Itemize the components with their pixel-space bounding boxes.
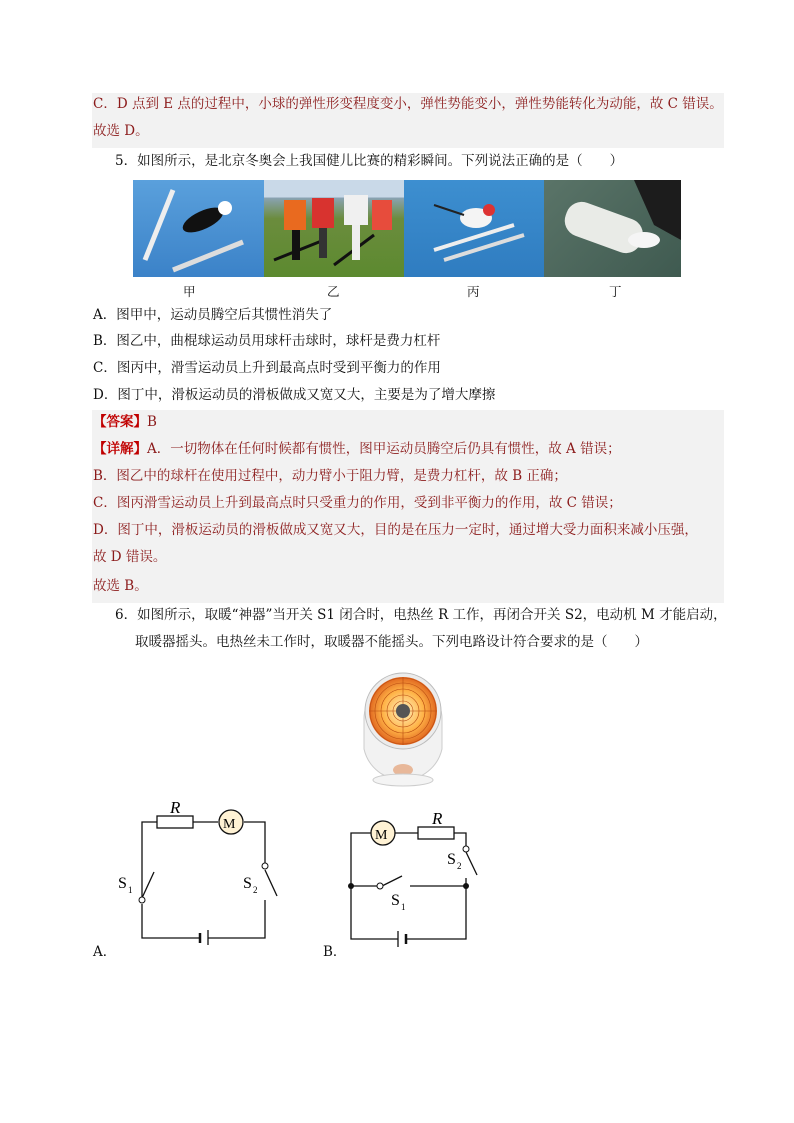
- circuit-a-label: A．: [93, 944, 117, 960]
- q6-stem-line1: 6．如图所示，取暖“神器”当开关 S1 闭合时，电热丝 R 工作，再闭合开关 S2，电动机 M 才能启动，: [115, 607, 727, 623]
- q5-option-b: B．图乙中，曲棍球运动员用球杆击球时，球杆是费力杠杆: [93, 333, 441, 349]
- circuit-b-S2: S: [447, 851, 456, 868]
- answer-value: B: [147, 414, 157, 430]
- answer-tag: 【答案】: [93, 414, 147, 430]
- caption-bing: 丙: [467, 284, 480, 299]
- photo-yi: [264, 180, 404, 277]
- q5-detail-line5: 故 D 错误。: [93, 549, 167, 565]
- detail-text-1: A．一切物体在任何时候都有惯性，图甲运动员腾空后仍具有惯性，故 A 错误；: [147, 441, 621, 457]
- circuit-b-S2-sub: 2: [457, 861, 462, 871]
- circuit-a-S1-sub: 1: [128, 885, 133, 895]
- q5-answer-line: [93, 412, 157, 432]
- circuit-a-S2: S: [243, 875, 252, 892]
- q5-detail-line6: 故选 B。: [93, 578, 148, 594]
- circuit-b-M: M: [375, 828, 388, 843]
- circuit-b: [340, 808, 480, 958]
- q5-option-a: A．图甲中，运动员腾空后其惯性消失了: [93, 307, 333, 323]
- caption-yi: 乙: [327, 284, 340, 299]
- caption-ding: 丁: [609, 284, 622, 299]
- photo-ding: [544, 180, 681, 277]
- q5-detail-line2: B．图乙中的球杆在使用过程中，动力臂小于阻力臂，是费力杠杆，故 B 正确；: [93, 468, 567, 484]
- photo-bing: [404, 180, 544, 277]
- photo-jia: [133, 180, 264, 277]
- circuit-a-R: R: [170, 800, 181, 817]
- circuit-b-label: B．: [323, 944, 347, 960]
- circuit-b-S1: S: [391, 892, 400, 909]
- caption-jia: 甲: [183, 284, 196, 299]
- circuit-a-S2-sub: 2: [253, 885, 258, 895]
- circuit-a-M: M: [223, 817, 236, 832]
- prev-answer-line2: 故选 D。: [93, 123, 149, 139]
- detail-tag: 【详解】: [93, 441, 147, 457]
- q5-option-c: C．图丙中，滑雪运动员上升到最高点时受到平衡力的作用: [93, 360, 441, 376]
- q5-stem: 5．如图所示，是北京冬奥会上我国健儿比赛的精彩瞬间。下列说法正确的是（ ）: [115, 153, 624, 169]
- q5-detail-line3: C．图丙滑雪运动员上升到最高点时只受重力的作用，受到非平衡力的作用，故 C 错误；: [93, 495, 622, 511]
- prev-answer-line1: C．D 点到 E 点的过程中，小球的弹性形变程度变小，弹性势能变小，弹性势能转化为动能，故 C 错误。: [93, 96, 723, 112]
- circuit-a: [110, 800, 285, 945]
- q5-detail-line1: [93, 439, 621, 459]
- q5-detail-line4: D．图丁中，滑板运动员的滑板做成又宽又大，目的是在压力一定时，通过增大受力面积来减小压强，: [93, 522, 698, 538]
- q6-stem-line2: 取暖器摇头。电热丝未工作时，取暖器不能摇头。下列电路设计符合要求的是（ ）: [135, 634, 648, 650]
- circuit-b-R: R: [432, 809, 443, 828]
- circuit-a-S1: S: [118, 875, 127, 892]
- circuit-b-S1-sub: 1: [401, 902, 406, 912]
- heater-image: [352, 664, 452, 790]
- q5-option-d: D．图丁中，滑板运动员的滑板做成又宽又大，主要是为了增大摩擦: [93, 387, 496, 403]
